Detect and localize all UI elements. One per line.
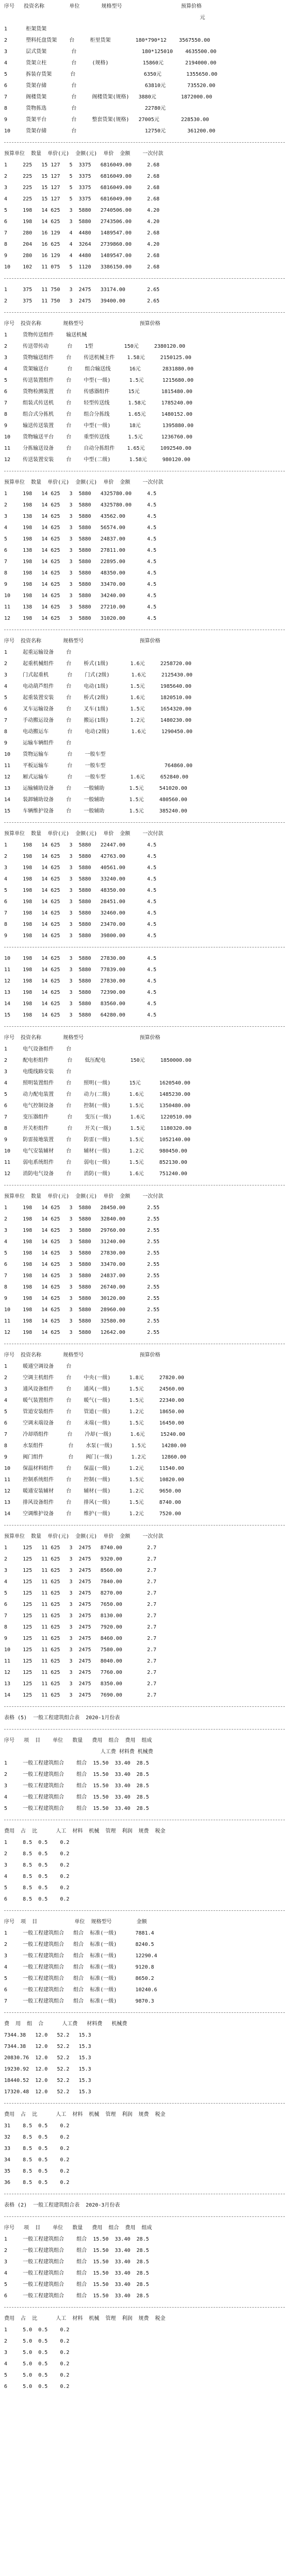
- table-row: 6 空调末端设备 台 末端(一级) 1.5元 16450.00: [4, 1420, 184, 1426]
- table-row: 34 8.5 0.5 0.2: [4, 2157, 79, 2163]
- table-row: 3 通风设备组件 台 通风(一级) 1.5元 24560.00: [4, 1386, 184, 1392]
- table-row: 10 198 14 625 3 5880 27830.00 4.5: [4, 956, 157, 961]
- table-row: 2 375 11 750 3 2475 39400.00 2.65: [4, 298, 160, 304]
- table-row: 5 8.5 0.5 0.2: [4, 1885, 79, 1891]
- table-row: 9 防雷接地装置 台 防雷(一级) 1.5元 1052140.00: [4, 1137, 190, 1143]
- table-row: 4 225 15 127 5 3375 6816049.00 2.68: [4, 196, 160, 202]
- table-row: 7 组装式传送机 台 轻型传送线 1.58元 1785240.00: [4, 400, 192, 406]
- table-row: 2 198 14 625 3 5880 32840.00 2.55: [4, 1216, 160, 1222]
- table-row: 14 198 14 625 3 5880 83560.00 4.5: [4, 1001, 157, 1007]
- table-row: 3 门式起重机 台 门式(2级) 1.6元 2125430.00: [4, 672, 192, 678]
- table-separator: [4, 2103, 285, 2104]
- table-row: 7 阁楼货架 台 阁楼货架(规格) 3880元 1872000.00: [4, 94, 212, 100]
- table-row: 人工费 材料费 机械费: [4, 1749, 153, 1755]
- table-row: 12 传送装置安装 台 中型(二级) 1.58元 980120.00: [4, 457, 190, 463]
- table-row: 10 货物输送平台 台 重型传送线 1.5元 1236760.00: [4, 434, 192, 440]
- table-row: 5 动力配电装置 台 动力(二级) 1.6元 1485230.00: [4, 1092, 190, 1097]
- table-row: 9 阀门组件 台 阀门(一级) 1.2元 12860.00: [4, 1454, 186, 1460]
- table-row: 7 手动搬运设备 台 搬运(1级) 1.2元 1480230.00: [4, 718, 191, 723]
- table-row: 7 变压器组件 台 变压(一级) 1.6元 1220510.00: [4, 1114, 191, 1120]
- table-row: 预算单位 数量 单价(元) 金额(元) 单价 金额 一次付款: [4, 480, 188, 485]
- table-row: 8 204 16 625 4 3264 2739860.00 4.20: [4, 242, 160, 247]
- table-row: 2 198 14 625 3 5880 4325780.00 4.5: [4, 502, 157, 508]
- table-row: 12 125 11 625 3 2475 7760.00 2.7: [4, 1670, 157, 1675]
- table-row: 13 排风设备组件 台 排风(一级) 1.5元 8740.00: [4, 1500, 181, 1505]
- table-row: 1 货物传送组件 输送机械: [4, 332, 109, 338]
- table-row: 3 一般工程建筑组合 组合 标准(一级) 12290.4: [4, 1953, 157, 1959]
- table-row: 序号 项 目 单位 数量 费用 组合 费用 组成: [4, 2225, 158, 2231]
- table-separator: [4, 1910, 285, 1911]
- table-separator: [4, 1525, 285, 1526]
- table-row: 4 198 14 625 3 5880 31240.00 2.55: [4, 1239, 160, 1245]
- table-row: 6 198 14 625 3 5880 28451.00 4.5: [4, 899, 157, 905]
- table-row: 1 柜架货架: [4, 26, 72, 32]
- table-separator: [4, 2012, 285, 2013]
- table-row: 4 暖气装置组件 台 暖气(一级) 1.5元 22340.00: [4, 1398, 184, 1403]
- table-row: 11 198 14 625 3 5880 77839.00 4.5: [4, 967, 157, 973]
- table-row: 5 125 11 625 3 2475 8270.00 2.7: [4, 1590, 157, 1596]
- table-row: 2 8.5 0.5 0.2: [4, 1851, 79, 1857]
- table-row: 8 货物拣选 台 22780元: [4, 106, 188, 111]
- table-row: 4 一般工程建筑组合 组合 15.50 33.40 28.5: [4, 2270, 149, 2276]
- table-row: 18440.52 12.0 52.2 15.3: [4, 2078, 91, 2083]
- table-row: 2 一般工程建筑组合 组合 15.50 33.40 28.5: [4, 1772, 149, 1777]
- table-separator: [4, 2307, 285, 2308]
- table-separator: [4, 278, 285, 279]
- table-row: 2 起重机械组件 台 桥式(1级) 1.6元 2258720.00: [4, 661, 191, 667]
- table-row: 9 货架平台 台 整套货架(规格) 27005元 228530.00: [4, 117, 209, 123]
- table-row: 3 8.5 0.5 0.2: [4, 1862, 79, 1868]
- table-row: 费用 占 比 人工 材料 机械 管理 利润 规费 税金: [4, 1828, 166, 1834]
- table-row: 5 198 14 625 3 5880 27830.00 2.55: [4, 1250, 160, 1256]
- table-row: 5 一般工程建筑组合 组合 15.50 33.40 28.5: [4, 1806, 149, 1811]
- table-row: 1 一般工程建筑组合 组合 15.50 33.40 28.5: [4, 1760, 149, 1766]
- table-row: 8 电动搬运车 台 电动(2级) 1.6元 1290450.00: [4, 729, 192, 735]
- table-row: 元: [4, 15, 205, 21]
- table-row: 4 125 11 625 3 2475 7840.00 2.7: [4, 1579, 157, 1585]
- table-row: 7344.38 12.0 52.2 15.3: [4, 2044, 91, 2049]
- table-row: 15 198 14 625 3 5880 64280.00 4.5: [4, 1012, 157, 1018]
- table-row: 11 弱电系统组件 台 弱电(一级) 1.5元 852130.00: [4, 1160, 187, 1165]
- table-row: 11 138 14 625 3 5880 27210.00 4.5: [4, 604, 157, 610]
- table-row: 序号 投资名称 规格型号 预算价格: [4, 638, 160, 644]
- table-row: 13 198 14 625 3 5880 72390.00 4.5: [4, 990, 157, 995]
- table-row: 4 198 14 625 3 5880 56574.00 4.5: [4, 525, 157, 531]
- table-separator: [4, 822, 285, 823]
- table-row: 8 开关柜组件 台 开关(一级) 1.5元 1180320.00: [4, 1126, 191, 1131]
- table-row: 1 5.0 0.5 0.2: [4, 2327, 79, 2333]
- table-row: 表格 (5) 一般工程建筑组合表 2020-1月份表: [4, 1715, 120, 1721]
- table-row: 2 一般工程建筑组合 组合 标准(一级) 8240.5: [4, 1942, 154, 1947]
- table-row: 6 8.5 0.5 0.2: [4, 1896, 79, 1902]
- table-row: 1 125 11 625 3 2475 8740.00 2.7: [4, 1545, 157, 1551]
- table-row: 费 用 组 合 人工费 材料费 机械费: [4, 2021, 127, 2027]
- table-row: 10 102 11 075 5 1120 3386150.00 2.68: [4, 264, 160, 270]
- table-row: 15 车辆维护设备 台 一般辅助 1.5元 385240.00: [4, 808, 187, 814]
- table-row: 2 塑料托盘货架 台 柜里货架 180*790*12 3567550.00: [4, 38, 210, 43]
- table-row: 4 货架输送台 台 组合输送线 16元 2831880.00: [4, 366, 194, 372]
- table-row: 12 198 14 625 3 5880 27830.00 4.5: [4, 978, 157, 984]
- table-row: 31 8.5 0.5 0.2: [4, 2123, 79, 2129]
- table-row: 4 电动葫芦组件 台 电动(1级) 1.5元 1985640.00: [4, 684, 191, 689]
- table-row: 4 一般工程建筑组合 组合 标准(一级) 9120.8: [4, 1964, 154, 1970]
- table-row: 12 198 14 625 3 5880 12642.00 2.55: [4, 1330, 160, 1335]
- table-row: 3 一般工程建筑组合 组合 15.50 33.40 28.5: [4, 1783, 149, 1789]
- table-row: 1 起重运输设备 台: [4, 650, 84, 655]
- table-row: 1 198 14 625 3 5880 28450.00 2.55: [4, 1205, 160, 1211]
- table-row: 预算单位 数量 单价(元) 金额(元) 单价 金额 一次付款: [4, 151, 188, 157]
- table-row: 20830.76 12.0 52.2 15.3: [4, 2055, 91, 2061]
- table-row: 1 一般工程建筑组合 组合 标准(一级) 7881.4: [4, 1930, 154, 1936]
- table-row: 8 125 11 625 3 2475 7920.00 2.7: [4, 1624, 157, 1630]
- table-row: 17320.48 12.0 52.2 15.3: [4, 2089, 91, 2095]
- table-row: 6 5.0 0.5 0.2: [4, 2384, 79, 2389]
- table-row: 10 125 11 625 3 2475 7580.00 2.7: [4, 1647, 157, 1653]
- table-row: 12 消防电气设备 台 消防(一级) 1.6元 751240.00: [4, 1171, 187, 1177]
- table-row: 9 输送传送装置 台 中型(一级) 18元 1395880.00: [4, 423, 194, 429]
- table-row: 序号 投资名称 单位 规格型号 预算价格: [4, 4, 202, 9]
- table-row: 4 5.0 0.5 0.2: [4, 2361, 79, 2367]
- table-separator: [4, 2216, 285, 2217]
- table-row: 序号 项 目 单位 数量 费用 组合 费用 组成: [4, 1738, 158, 1743]
- table-row: 5 198 14 625 3 5880 2740506.00 4.20: [4, 208, 160, 213]
- table-row: 6 198 14 625 3 5880 2743506.00 4.20: [4, 219, 160, 225]
- table-row: 14 空调维护设备 台 维护(一级) 1.2元 7520.00: [4, 1511, 181, 1517]
- table-row: 8 198 14 625 3 5880 48350.00 4.5: [4, 570, 157, 576]
- table-row: 5 一般工程建筑组合 组合 标准(一级) 8650.2: [4, 1976, 154, 1981]
- table-row: 14 装卸辅助设备 台 一般辅助 1.5元 480560.00: [4, 797, 187, 803]
- table-row: 10 货物运输车 台 一般车型: [4, 752, 131, 757]
- table-row: 序号 投资名称 规格型号 预算价格: [4, 321, 160, 327]
- table-row: 9 198 14 625 3 5880 33470.00 4.5: [4, 582, 157, 587]
- table-row: 1 198 14 625 3 5880 22447.00 4.5: [4, 842, 157, 848]
- table-row: 12 厢式运输车 台 一般车型 1.6元 652840.00: [4, 774, 188, 780]
- table-row: 6 125 11 625 3 2475 7650.00 2.7: [4, 1602, 157, 1607]
- table-row: 预算单位 数量 单价(元) 金额(元) 单价 金额 一次付款: [4, 831, 188, 837]
- table-row: 4 货架立柱 台 (规格) 15860元 2194000.00: [4, 60, 217, 66]
- table-row: 9 198 14 625 3 5880 30120.00 2.55: [4, 1296, 160, 1301]
- table-row: 7 冷却塔组件 台 冷却(一级) 1.6元 15240.00: [4, 1432, 185, 1437]
- table-row: 7 198 14 625 3 5880 24837.00 2.55: [4, 1273, 160, 1279]
- table-row: 9 198 14 625 3 5880 39800.00 4.5: [4, 933, 157, 939]
- table-row: 7 125 11 625 3 2475 8130.00 2.7: [4, 1613, 157, 1619]
- table-row: 13 运输辅助设备 台 一般辅助 1.5元 541020.00: [4, 786, 187, 791]
- table-row: 表格 (2) 一般工程建筑组合表 2020-3月份表: [4, 2202, 120, 2208]
- table-row: 费用 占 比 人工 材料 机械 管理 利润 规费 税金: [4, 2316, 166, 2321]
- table-row: 6 叉车运输设备 台 叉车(1级) 1.5元 1654320.00: [4, 706, 191, 712]
- table-row: 1 375 11 750 3 2475 33174.00 2.65: [4, 287, 160, 293]
- table-separator: [4, 312, 285, 313]
- table-row: 2 传送带传动 台 1型 150元 2380120.00: [4, 344, 185, 349]
- table-row: 10 货架存储 台 12750元 361200.00: [4, 128, 216, 134]
- table-row: 5 198 14 625 3 5880 24837.00 4.5: [4, 536, 157, 542]
- table-row: 序号 项 目 单位 规格型号 金额: [4, 1919, 147, 1925]
- table-row: 19230.92 12.0 52.2 15.3: [4, 2066, 91, 2072]
- table-row: 6 138 14 625 3 5880 27811.00 4.5: [4, 548, 157, 553]
- table-row: 3 电缆线路安装 台: [4, 1069, 84, 1075]
- table-row: 7 198 14 625 3 5880 32460.00 4.5: [4, 910, 157, 916]
- table-row: 6 货物检测装置 台 传感器组件 15元 1815480.00: [4, 389, 192, 395]
- table-row: 6 一般工程建筑组合 组合 标准(一级) 10240.6: [4, 1987, 157, 1993]
- table-row: 7 280 16 129 4 4480 1489547.00 2.68: [4, 230, 160, 236]
- table-row: 序号 投资名称 规格型号 预算价格: [4, 1352, 160, 1358]
- table-row: 8 组合式分拣机 台 组合分拣线 1.65元 1480152.00: [4, 412, 192, 417]
- table-row: 2 125 11 625 3 2475 9320.00 2.7: [4, 1556, 157, 1562]
- table-row: 3 层式货架 台 180*125010 4635500.00: [4, 49, 217, 55]
- table-row: 5 一般工程建筑组合 组合 15.50 33.40 28.5: [4, 2282, 149, 2287]
- table-row: 预算单位 数量 单价(元) 金额(元) 单价 金额 一次付款: [4, 1194, 188, 1199]
- table-row: 5 拆装存货架 台 6350元 1355650.00: [4, 72, 218, 77]
- table-row: 4 照明装置组件 台 照明(一级) 15元 1620540.00: [4, 1080, 190, 1086]
- table-row: 13 125 11 625 3 2475 8350.00 2.7: [4, 1681, 157, 1687]
- table-row: 8 水泵组件 台 水泵(一级) 1.5元 14280.00: [4, 1443, 186, 1449]
- table-row: 7 198 14 625 3 5880 22895.00 4.5: [4, 559, 157, 565]
- table-row: 6 货架存储 台 63810元 735520.00: [4, 83, 216, 89]
- table-row: 1 198 14 625 3 5880 4325780.00 4.5: [4, 491, 157, 497]
- table-row: 9 运输车辆组件 台: [4, 740, 84, 746]
- table-row: 5 5.0 0.5 0.2: [4, 2372, 79, 2378]
- table-row: 33 8.5 0.5 0.2: [4, 2146, 79, 2151]
- table-separator: [4, 1729, 285, 1730]
- table-separator: [4, 1026, 285, 1027]
- table-row: 14 125 11 625 3 2475 7690.00 2.7: [4, 1692, 157, 1698]
- table-row: 3 198 14 625 3 5880 29760.00 2.55: [4, 1228, 160, 1233]
- table-row: 11 平板运输车 台 一般车型 764860.00: [4, 763, 192, 769]
- table-row: 1 一般工程建筑组合 组合 15.50 33.40 28.5: [4, 2236, 149, 2242]
- table-row: 4 一般工程建筑组合 组合 15.50 33.40 28.5: [4, 1794, 149, 1800]
- table-row: 2 配电柜组件 台 低压配电 150元 1850000.00: [4, 1058, 191, 1063]
- table-row: 序号 投资名称 规格型号 预算价格: [4, 1035, 160, 1041]
- table-row: 11 分拣输送设备 台 自动分拣组件 1.65元 1092540.00: [4, 446, 191, 451]
- table-row: 6 电气控制设备 台 控制(一级) 1.5元 1350480.00: [4, 1103, 190, 1109]
- table-row: 32 8.5 0.5 0.2: [4, 2134, 79, 2140]
- table-row: 1 8.5 0.5 0.2: [4, 1840, 79, 1845]
- table-row: 3 一般工程建筑组合 组合 15.50 33.40 28.5: [4, 2259, 149, 2265]
- table-row: 6 198 14 625 3 5880 33470.00 2.55: [4, 1262, 160, 1267]
- table-row: 3 货物输送组件 台 传送机械主件 1.58元 2150125.00: [4, 355, 191, 361]
- table-row: 10 198 14 625 3 5880 34240.00 4.5: [4, 593, 157, 599]
- table-row: 5 起重装置安装 台 桥式(2级) 1.6元 1820510.00: [4, 695, 191, 701]
- table-row: 5 管道安装组件 台 管道(一级) 1.2元 18650.00: [4, 1409, 184, 1415]
- table-row: 3 138 14 625 3 5880 43562.00 4.5: [4, 514, 157, 519]
- table-row: 11 控制系统组件 台 控制(一级) 1.5元 10820.00: [4, 1477, 184, 1483]
- table-row: 8 198 14 625 3 5880 26740.00 2.55: [4, 1284, 160, 1290]
- table-row: 6 一般工程建筑组合 组合 15.50 33.40 28.5: [4, 2293, 149, 2299]
- table-row: 2 5.0 0.5 0.2: [4, 2338, 79, 2344]
- table-row: 1 225 15 127 5 3375 6816049.00 2.68: [4, 162, 160, 168]
- table-row: 3 198 14 625 3 5880 40561.00 4.5: [4, 865, 157, 871]
- table-row: 10 198 14 625 3 5880 28960.00 2.55: [4, 1307, 160, 1313]
- table-row: 5 198 14 625 3 5880 48350.00 4.5: [4, 888, 157, 893]
- table-row: 9 280 16 129 4 4480 1489547.00 2.68: [4, 253, 160, 259]
- table-row: 12 198 14 625 3 5880 31020.00 4.5: [4, 616, 157, 621]
- table-row: 2 198 14 625 3 5880 42763.00 4.5: [4, 854, 157, 859]
- table-row: 5 传送装置组件 台 中型(一级) 1.5元 1215680.00: [4, 378, 194, 383]
- table-separator: [4, 142, 285, 143]
- table-row: 10 保温材料组件 台 保温(一级) 1.2元 11540.00: [4, 1466, 184, 1471]
- table-row: 4 8.5 0.5 0.2: [4, 1874, 79, 1879]
- table-row: 费用 占 比 人工 材料 机械 管理 利润 规费 税金: [4, 2112, 166, 2117]
- table-row: 预算单位 数量 单价(元) 金额(元) 单价 金额 一次付款: [4, 1534, 188, 1539]
- table-separator: [4, 1706, 285, 1707]
- table-row: 2 一般工程建筑组合 组合 15.50 33.40 28.5: [4, 2248, 149, 2253]
- table-row: 2 225 15 127 5 3375 6816049.00 2.68: [4, 174, 160, 179]
- table-row: 3 5.0 0.5 0.2: [4, 2350, 79, 2355]
- table-row: 36 8.5 0.5 0.2: [4, 2180, 79, 2185]
- table-row: 4 198 14 625 3 5880 33240.00 4.5: [4, 876, 157, 882]
- table-row: 12 暖通安装辅材 台 辅材(一级) 1.2元 9650.00: [4, 1488, 181, 1494]
- table-row: 1 暖通空调设备 台: [4, 1364, 84, 1369]
- table-row: 11 125 11 625 3 2475 8040.00 2.7: [4, 1658, 157, 1664]
- table-row: 3 225 15 127 5 3375 6816049.00 2.68: [4, 185, 160, 191]
- table-row: 11 198 14 625 3 5880 32580.00 2.55: [4, 1318, 160, 1324]
- table-row: 7 一般工程建筑组合 组合 标准(一级) 9870.3: [4, 1998, 154, 2004]
- table-row: 2 空调主机组件 台 中央(一级) 1.8元 27820.00: [4, 1375, 184, 1381]
- table-row: 7344.38 12.0 52.2 15.3: [4, 2032, 91, 2038]
- table-row: 3 125 11 625 3 2475 8560.00 2.7: [4, 1568, 157, 1573]
- table-row: 1 电气设备组件 台: [4, 1046, 84, 1052]
- table-row: 8 198 14 625 3 5880 23470.00 4.5: [4, 922, 157, 927]
- table-row: 10 电气安装辅材 台 辅材(一级) 1.2元 980450.00: [4, 1148, 187, 1154]
- table-row: 9 125 11 625 3 2475 8460.00 2.7: [4, 1636, 157, 1641]
- table-row: 35 8.5 0.5 0.2: [4, 2168, 79, 2174]
